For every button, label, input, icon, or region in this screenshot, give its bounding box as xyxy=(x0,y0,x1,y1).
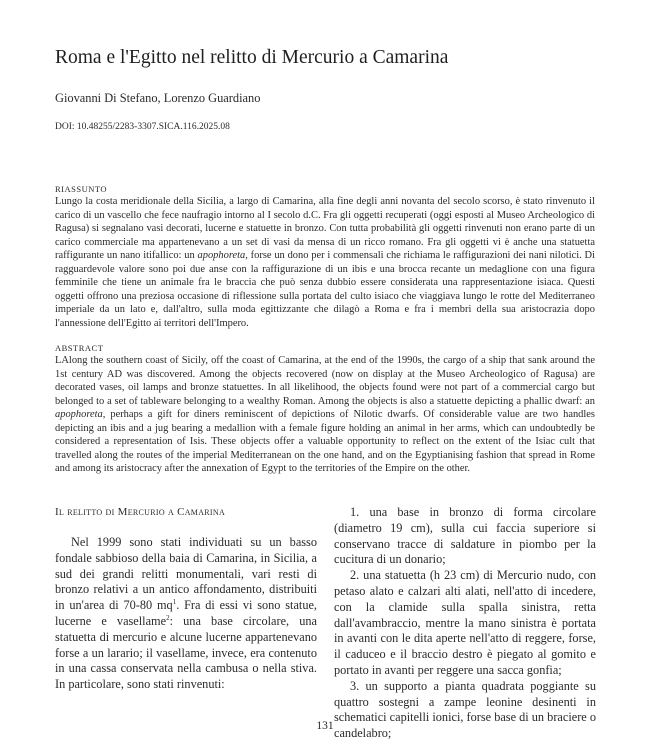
footnote-ref-1[interactable]: 1 xyxy=(172,598,177,607)
abstract-heading: ABSTRACT xyxy=(55,343,104,353)
doi[interactable]: DOI: 10.48255/2283-3307.SICA.116.2025.08 xyxy=(55,122,230,132)
abstract-text: LAlong the southern coast of Sicily, off the coast of Camarina, at the end of the 1990s, the cargo of a ship that sank around the 1st century AD was discovered. Among the objects recovered (now on display at the Museo Archeologico of Ragusa) are decorated vases, oil lamps and bronze statuettes. In all likelihood, the objects found were not part of a commercial cargo but belonged to a set of tableware belonging to a wealthy Roman. Among the objects is also a statuette depicting a phallic dwarf: an apophoreta, perhaps a gift for diners reminiscent of depictions of Nilotic dwarfs. Of considerable value are two handles depicting an ibis and a jug bearing a medallion with a female figure holding an animal in her arms, which can undoubtedly be considered a representation of Isis. These objects offer a valuable opportunity to reflect on the extent of the Isiac cult that travelled along the routes of the imperial Mediterranean on the one hand, and on the Egyptianising fashion that spread in Rome and among its aristocracy after the annexation of Egypt to the territories of the Empire on the other. xyxy=(55,355,595,474)
footnote-ref-2[interactable]: 2 xyxy=(166,613,170,622)
body-column-left xyxy=(55,505,317,693)
section-title: Il relitto di Mercurio a Camarina xyxy=(55,506,226,518)
list-item: 3. un supporto a pianta quadrata poggiante su quattro sostegni a zampe leonine desinenti in schematici capitelli ionici, forse base di un braciere o candelabro; xyxy=(334,678,596,741)
riassunto-text: Lungo la costa meridionale della Sicilia, a largo di Camarina, alla fine degli anni novanta del secolo scorso, è stato rinvenuto il carico di un vascello che fece naufragio intorno al I secolo d.C. Fra gli oggetti recuperati (oggi esposti al Museo Archeologico di Ragusa) si segnalano vasi decorati, lucerne e statuette in bronzo. Con tutta probabilità gli oggetti rinvenuti non erano parte di un carico commerciale ma appartenevano a un set di vasi da mensa di un ricco romano. Fra gli oggetti vi è anche una statuetta raffigurante un nano itifallico: un apophoreta, forse un dono per i commensali che richiama le raffigurazioni dei nani nilotici. Di ragguardevole valore sono poi due anse con la raffigurazione di un ibis e una brocca recante un medaglione con una figura femminile che tiene un animale fra le braccia che può senza dubbio essere considerata una rappresentazione isiaca. Questi oggetti offrono una preziosa occasione di riflessione sulla portata del culto isiaco che viaggiava lungo le rotte del Mediterraneo imperiale da un lato e, dall'altro, sulla moda egittizzante che dilagò a Roma e fra i membri della sua aristocrazia dopo l'annessione dell'Egitto ai territori dell'Impero. xyxy=(55,196,595,329)
authors: Giovanni Di Stefano, Lorenzo Guardiano xyxy=(55,91,261,105)
abstract-section xyxy=(55,343,595,476)
riassunto-heading: RIASSUNTO xyxy=(55,184,108,194)
list-item: 1. una base in bronzo di forma circolare (diametro 19 cm), sulla cui faccia superiore si conservano tracce di saldature in piombo per la cucitura di un donario; xyxy=(334,505,596,567)
page-number: 131 xyxy=(316,720,334,732)
riassunto-section xyxy=(55,184,595,330)
body-paragraph: Nel 1999 sono stati individuati su un basso fondale sabbioso della baia di Camarina, in Sicilia, a sud dei grandi relitti monumentali, vari resti di bronzo relativi a un antico affondamento, distribuiti in un'area di 70-80 $mq^1$. Fra di essi vi sono statue, lucerne e vasellame$^2$: una base circolare, una statuetta di mercurio e alcune lucerne appartenevano forse a un larario; il vasellame, invece, era contenuto in una cassa conservata nella cambusa o nella stiva. In particolare, sono stati rinvenuti: xyxy=(55,535,318,692)
body-column-right xyxy=(334,505,596,742)
list-item: 2. una statuetta (h 23 cm) di Mercurio nudo, con petaso alato e calzari alti alati, nell'atto di incedere, con la clamide sulla spalla sinistra, retta dall'avambraccio, mentre la mano sinistra è portata in avanti con le dita aperte nell'atto di reggere, forse, il caduceo e il braccio destro è piegato al gomito e portato in avanti per reggere una sacca gonfia; xyxy=(334,568,596,677)
article-title: Roma e l'Egitto nel relitto di Mercurio a Camarina xyxy=(55,47,449,68)
